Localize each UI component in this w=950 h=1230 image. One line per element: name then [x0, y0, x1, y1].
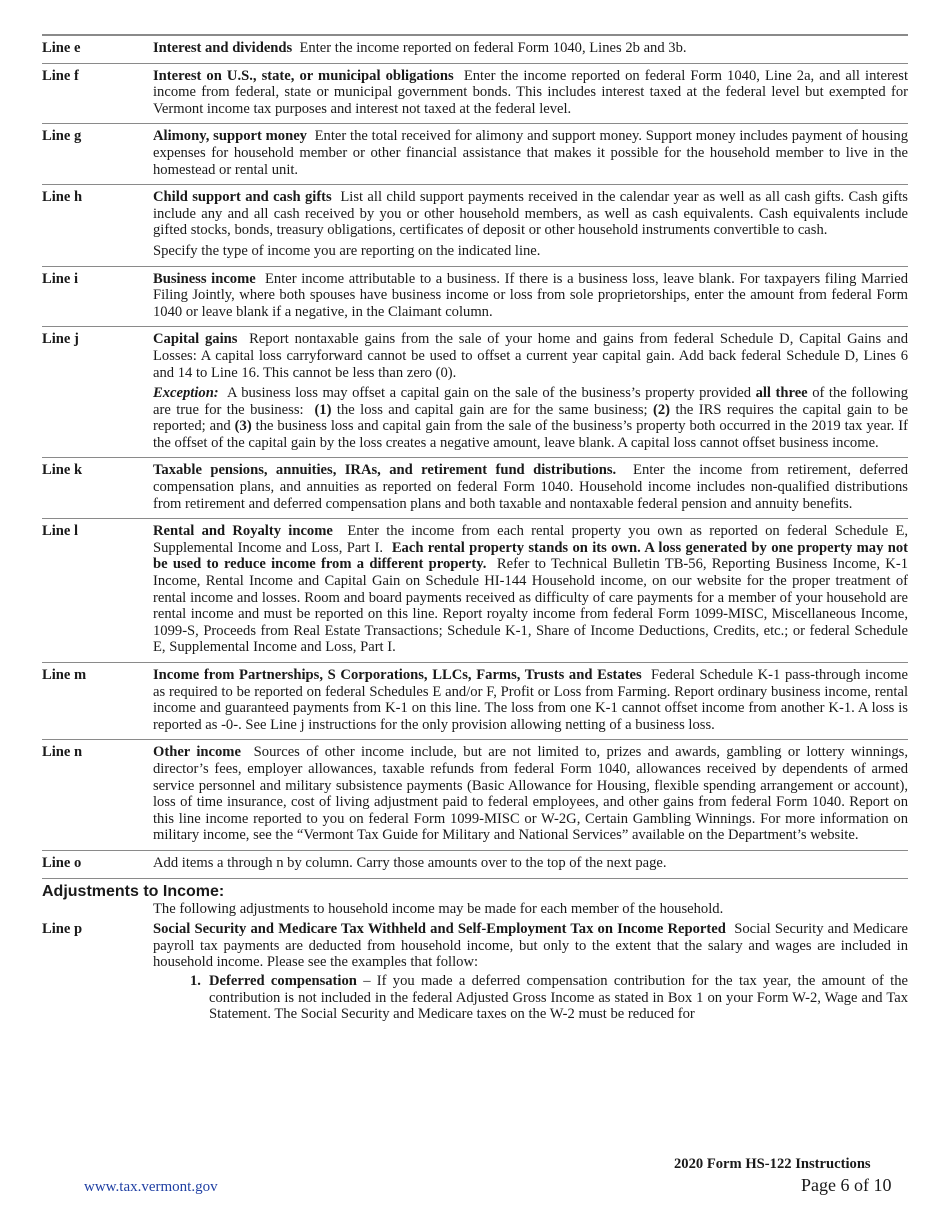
- exception-text: the IRS requires the capital gain to be reported; and: [153, 401, 908, 435]
- line-text: Sources of other income include, but are not limited to, prizes and awards, gambling or lottery winnings, director’s fees, employer allowances, taxable refunds from federal Form 1040, allowances received by dependents of armed service personnel and military subsistence payments (Basic Allowance for Housing, flexible spending arrangement or account), loss of time insurance, cost of living adjustment paid to federal employees, and other gains from federal Form 1040. Report on this line income reported to you on federal Form 1099-MISC or W-2G, Certain Gambling Winnings. For more information on military income, see the “Vermont Tax Guide for Military and National Services” available on the Department’s website.: [153, 744, 909, 844]
- line-label: Line k: [42, 462, 83, 479]
- line-p-body: [153, 921, 908, 971]
- line-heading: Rental and Royalty income: [153, 523, 333, 540]
- exception-text: A business loss may offset a capital gain on the sale of the business’s property provided: [226, 385, 752, 402]
- line-k-row: [42, 457, 908, 518]
- line-g-body: [153, 128, 908, 178]
- website-link[interactable]: www.tax.vermont.gov: [84, 1179, 218, 1195]
- line-label: Line g: [42, 128, 82, 145]
- instructions-page: [42, 34, 908, 1023]
- page-number: Page 6 of 10: [801, 1175, 892, 1195]
- line-heading: Interest on U.S., state, or municipal obligations: [153, 67, 454, 84]
- line-text: Report nontaxable gains from the sale of your home and gains from federal Schedule D, Capital Gains and Losses: A capital loss carryforward cannot be used to offset a current year capital gain. Add back federal Schedule D, Lines 6 and 14 to Line 16. This cannot be less than zero (0).: [153, 331, 909, 381]
- line-label: Line m: [42, 667, 87, 683]
- condition-number: (1): [314, 401, 332, 418]
- line-h-body: [153, 189, 908, 259]
- line-label: Line l: [42, 523, 79, 540]
- line-text: Federal Schedule K-1 pass-through income as required to be reported on federal Schedules E and/or F, Profit or Loss from Farming. Report ordinary business income, rental income and guaranteed payments from K-1 on this line. The loss from one K-1 cannot offset income from another K-1. A loss is reported as -0-. See Line j instructions for the only provision allowing netting of a business loss.: [153, 667, 908, 733]
- line-heading: Income from Partnerships, S Corporations, LLCs, Farms, Trusts and Estates: [153, 667, 642, 683]
- line-text: Enter the income reported on federal Form 1040, Lines 2b and 3b.: [299, 40, 687, 56]
- section-title: Adjustments to Income:: [42, 882, 225, 900]
- line-f-row: [42, 63, 908, 124]
- line-text: Refer to Technical Bulletin TB-56, Reporting Business Income, K-1 Income, Rental Income and Capital Gain on Schedule HI-144 Household income, on our website for the proper treatment of rental income and losses. Room and board payments received as difficulty of care payments for a member of your household are rental income and must be reported on this line. Report royalty income from federal Form 1099-MISC, Miscellaneous Income, 1099-S, Proceeds from Real Estate Transactions; Schedule K-1, Share of Income Deductions, Credits, etc.; or federal Schedule E, Supplemental Income and Loss, Part I.: [153, 556, 909, 656]
- line-n-row: [42, 739, 908, 850]
- line-text: Enter the income from each rental property you own as reported on federal Schedule E, Supplemental Income and Loss, Part I.: [153, 523, 909, 556]
- exception-text: the loss and capital gain are for the same business;: [336, 401, 648, 418]
- line-heading: Taxable pensions, annuities, IRAs, and retirement fund distributions.: [153, 462, 617, 479]
- line-o-row: [42, 850, 908, 879]
- line-g-row: [42, 123, 908, 184]
- list-heading: Deferred compensation: [209, 972, 357, 989]
- footer-form-title: 2020 Form HS-122 Instructions: [674, 1156, 871, 1172]
- line-label: Line h: [42, 189, 83, 206]
- section-intro: The following adjustments to household income may be made for each member of the household.: [153, 900, 724, 917]
- line-heading: Alimony, support money: [153, 128, 307, 145]
- line-text: Enter the income reported on federal Form 1040, Line 2a, and all interest income from federal, state or municipal government bonds. This includes interest taxed at the federal level but exempted for Vermont income tax purposes and interest not taxed at the federal level.: [153, 67, 909, 117]
- line-label: Line p: [42, 921, 83, 938]
- line-h-row: [42, 184, 908, 265]
- line-text: Enter the income from retirement, deferred compensation plans, and annuities as reported on federal Form 1040. Household income includes non-qualified distributions from retirement and deferred compensation plans and both taxable and nontaxable federal pension and annuity benefits.: [153, 462, 909, 512]
- line-text: Enter income attributable to a business. If there is a business loss, leave blank. For taxpayers filing Married Filing Jointly, where both spouses have business income or loss from sole proprietorships, enter the amount from federal Form 1040 or leave blank if a negative, in the Claimant column.: [153, 270, 908, 320]
- line-heading: Child support and cash gifts: [153, 189, 332, 206]
- list-item: [153, 973, 908, 1023]
- line-i-body: [153, 271, 908, 321]
- line-f-body: [153, 68, 908, 118]
- line-i-row: [42, 266, 908, 327]
- line-text: Social Security and Medicare payroll tax payments are deducted from household income, but only to the extent that the salary and wages are included in household income. Please see the examples that follow:: [153, 921, 908, 971]
- line-e-body: [153, 40, 908, 57]
- line-n-body: [153, 744, 908, 844]
- line-label: Line o: [42, 854, 82, 871]
- line-label: Line f: [42, 67, 79, 84]
- line-l-row: [42, 518, 908, 662]
- condition-number: (2): [653, 401, 671, 418]
- line-k-body: [153, 462, 908, 512]
- line-label: Line j: [42, 331, 79, 348]
- exception-text: the business loss and capital gain from the sale of the business’s property both occurred in the 2019 tax year. If the offset of the capital gain by the loss creates a negative amount, leave blank. A capital loss cannot offset business income.: [153, 418, 908, 451]
- line-heading: Social Security and Medicare Tax Withheld and Self-Employment Tax on Income Reported: [153, 921, 726, 938]
- line-label: Line i: [42, 270, 79, 287]
- line-e-row: [42, 34, 908, 63]
- line-j-row: [42, 326, 908, 457]
- list-number: 1.: [190, 972, 201, 989]
- line-heading: Other income: [153, 744, 241, 761]
- line-m-row: [42, 662, 908, 739]
- line-p-row: [42, 917, 908, 971]
- exception-text: of the following are true for the business:: [153, 385, 909, 418]
- line-heading: Business income: [153, 270, 256, 287]
- line-heading: Capital gains: [153, 331, 238, 348]
- line-j-body: [153, 331, 908, 451]
- line-m-body: [153, 667, 908, 733]
- line-text: Enter the total received for alimony and support money. Support money includes payment of housing expenses for household member or other financial assistance that makes it possible for the household member to live in the homestead or rental unit.: [153, 128, 909, 178]
- line-text-2: Specify the type of income you are reporting on the indicated line.: [153, 242, 541, 259]
- exception-label: Exception:: [153, 385, 219, 402]
- line-text: List all child support payments received in the calendar year as well as all cash gifts. Cash gifts include any and all cash received by you or other household members, as well as cash equivalents. Cash equivalents include gifted stocks, bonds, treasury obligations, certificates of deposit or other household instruments convertible to cash.: [153, 189, 908, 239]
- list-body: – If you made a deferred compensation contribution for the tax year, the amount of the contribution is not included in the federal Adjusted Gross Income as stated in Box 1 on your Form W-2, Wage and Tax Statement. The Social Security and Medicare taxes on the W-2 must be reduced for: [209, 972, 909, 1023]
- line-emphasis: Each rental property stands on its own. A loss generated by one property may not be used to reduce income from a different property.: [153, 539, 909, 573]
- line-o-body: Add items a through n by column. Carry those amounts over to the top of the next page.: [153, 854, 667, 871]
- line-l-body: [153, 523, 908, 656]
- exception-paragraph: [153, 385, 908, 451]
- exception-emphasis: all three: [755, 385, 808, 402]
- list-text: [209, 973, 908, 1023]
- condition-number: (3): [234, 418, 252, 435]
- line-heading: Interest and dividends: [153, 40, 293, 56]
- line-label: Line n: [42, 744, 83, 761]
- line-label: Line e: [42, 40, 81, 56]
